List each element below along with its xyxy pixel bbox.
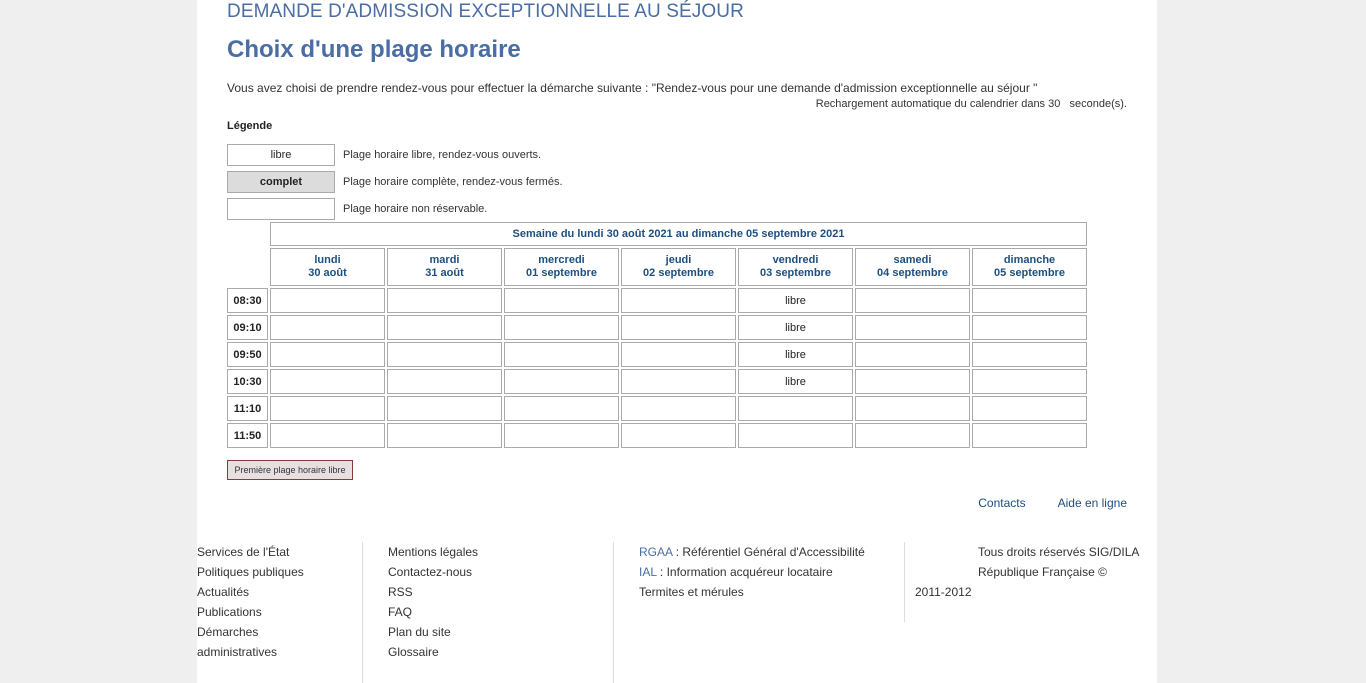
slot-cell bbox=[387, 369, 502, 394]
legend-text-non-reservable: Plage horaire non réservable. bbox=[343, 203, 488, 215]
reload-notice: Rechargement automatique du calendrier dans 30 seconde(s). bbox=[815, 98, 1127, 110]
day-date: 05 septembre bbox=[994, 267, 1065, 279]
slot-cell bbox=[972, 396, 1087, 421]
footer-link-politiques[interactable]: Politiques publiques bbox=[197, 565, 304, 579]
slot-cell bbox=[972, 342, 1087, 367]
rgaa-text: : Référentiel Général d'Accessibilité bbox=[672, 545, 865, 559]
footer-link-publications[interactable]: Publications bbox=[197, 605, 262, 619]
slot-cell bbox=[855, 369, 970, 394]
footer-link-demarches-2[interactable]: administratives bbox=[197, 645, 278, 659]
day-name: samedi bbox=[893, 254, 932, 266]
legend-box-libre: libre bbox=[227, 144, 335, 166]
day-date: 31 août bbox=[425, 267, 464, 279]
day-name: mardi bbox=[429, 254, 460, 266]
day-name: mercredi bbox=[538, 254, 585, 266]
page-surtitle: DEMANDE D'ADMISSION EXCEPTIONNELLE AU SÉJOUR bbox=[227, 1, 744, 22]
legend-text-libre: Plage horaire libre, rendez-vous ouverts. bbox=[343, 149, 542, 161]
slot-cell bbox=[270, 423, 385, 448]
help-links bbox=[946, 496, 1127, 510]
time-row bbox=[227, 369, 1087, 394]
day-date: 30 août bbox=[308, 267, 347, 279]
first-free-slot-button[interactable]: Première plage horaire libre bbox=[227, 460, 353, 480]
footer-link-plan[interactable]: Plan du site bbox=[388, 625, 451, 639]
legend-box-complet: complet bbox=[227, 171, 335, 193]
slot-cell bbox=[855, 423, 970, 448]
footer-col-2 bbox=[388, 542, 478, 662]
time-row bbox=[227, 342, 1087, 367]
day-date: 02 septembre bbox=[643, 267, 714, 279]
calendar-corner bbox=[227, 222, 268, 246]
legend-row-complet bbox=[227, 170, 563, 194]
slot-cell bbox=[270, 369, 385, 394]
day-header-vendredi bbox=[738, 248, 853, 286]
time-row bbox=[227, 315, 1087, 340]
ial-text: : Information acquéreur locataire bbox=[656, 565, 833, 579]
footer-separator-1 bbox=[362, 542, 363, 683]
day-date: 01 septembre bbox=[526, 267, 597, 279]
day-date: 03 septembre bbox=[760, 267, 831, 279]
time-row bbox=[227, 423, 1087, 448]
footer-link-faq[interactable]: FAQ bbox=[388, 605, 413, 619]
slot-cell bbox=[504, 396, 619, 421]
slot-cell bbox=[387, 423, 502, 448]
time-row bbox=[227, 288, 1087, 313]
rgaa-link[interactable]: RGAA bbox=[639, 545, 673, 559]
slot-cell bbox=[504, 315, 619, 340]
slot-cell bbox=[738, 423, 853, 448]
footer-ial bbox=[639, 562, 865, 582]
legend-title: Légende bbox=[227, 120, 273, 132]
footer-rgaa bbox=[639, 542, 865, 562]
slot-cell bbox=[621, 423, 736, 448]
week-header: Semaine du lundi 30 août 2021 au dimanche 05 septembre 2021 bbox=[270, 222, 1087, 246]
legend-row-libre bbox=[227, 143, 541, 167]
footer-link-glossaire[interactable]: Glossaire bbox=[388, 645, 439, 659]
calendar-table bbox=[225, 220, 1089, 450]
slot-cell bbox=[270, 342, 385, 367]
legend-text-complet: Plage horaire complète, rendez-vous fermés. bbox=[343, 176, 563, 188]
copyright-line-1: Tous droits réservés SIG/DILA bbox=[978, 545, 1140, 559]
legend-box-non-reservable bbox=[227, 198, 335, 220]
slot-cell bbox=[621, 288, 736, 313]
day-header-mercredi bbox=[504, 248, 619, 286]
slot-cell bbox=[855, 342, 970, 367]
slot-cell bbox=[270, 315, 385, 340]
footer-link-mentions[interactable]: Mentions légales bbox=[388, 545, 479, 559]
slot-cell bbox=[270, 396, 385, 421]
calendar-corner-2 bbox=[227, 248, 268, 286]
slot-cell bbox=[972, 369, 1087, 394]
slot-cell bbox=[855, 315, 970, 340]
page-title: Choix d'une plage horaire bbox=[227, 36, 521, 63]
footer-link-contact[interactable]: Contactez-nous bbox=[388, 565, 473, 579]
slot-cell bbox=[270, 288, 385, 313]
time-label: 09:50 bbox=[227, 342, 268, 367]
slot-cell bbox=[504, 288, 619, 313]
day-name: vendredi bbox=[772, 254, 819, 266]
slot-cell-libre[interactable]: libre bbox=[738, 288, 853, 313]
contacts-link[interactable]: Contacts bbox=[978, 496, 1026, 510]
copyright-line-2: République Française © bbox=[978, 565, 1107, 579]
slot-cell bbox=[387, 396, 502, 421]
day-date: 04 septembre bbox=[877, 267, 948, 279]
day-name: lundi bbox=[314, 254, 341, 266]
time-label: 10:30 bbox=[227, 369, 268, 394]
footer-col-3 bbox=[639, 542, 865, 602]
day-header-lundi bbox=[270, 248, 385, 286]
day-header-jeudi bbox=[621, 248, 736, 286]
day-header-mardi bbox=[387, 248, 502, 286]
footer-col-4 bbox=[915, 542, 1145, 602]
footer-link-services[interactable]: Services de l'État bbox=[197, 545, 290, 559]
footer-link-demarches[interactable]: Démarches bbox=[197, 625, 259, 639]
time-label: 11:50 bbox=[227, 423, 268, 448]
time-label: 08:30 bbox=[227, 288, 268, 313]
intro-text: Vous avez choisi de prendre rendez-vous pour effectuer la démarche suivante : "Rendez-vous pour une demande d'admission exceptionnelle au séjour " bbox=[227, 81, 1038, 95]
slot-cell bbox=[855, 396, 970, 421]
legend-row-non-reservable bbox=[227, 197, 487, 221]
slot-cell bbox=[387, 288, 502, 313]
slot-cell bbox=[738, 396, 853, 421]
footer-separator-2 bbox=[613, 542, 614, 683]
slot-cell bbox=[504, 369, 619, 394]
slot-cell-libre[interactable]: libre bbox=[738, 369, 853, 394]
slot-cell bbox=[972, 315, 1087, 340]
footer-link-termites[interactable]: Termites et mérules bbox=[639, 585, 744, 599]
slot-cell bbox=[387, 342, 502, 367]
help-link[interactable]: Aide en ligne bbox=[1057, 496, 1127, 510]
copyright-line-3: 2011-2012 bbox=[915, 585, 972, 599]
time-label: 11:10 bbox=[227, 396, 268, 421]
footer-col-1 bbox=[197, 542, 304, 662]
slot-cell bbox=[972, 288, 1087, 313]
ial-link[interactable]: IAL bbox=[639, 565, 657, 579]
footer-separator-3 bbox=[904, 542, 905, 622]
time-row bbox=[227, 396, 1087, 421]
slot-cell bbox=[855, 288, 970, 313]
day-name: jeudi bbox=[665, 254, 692, 266]
slot-cell bbox=[387, 315, 502, 340]
footer-link-actualites[interactable]: Actualités bbox=[197, 585, 250, 599]
slot-cell-libre[interactable]: libre bbox=[738, 342, 853, 367]
slot-cell bbox=[504, 342, 619, 367]
slot-cell bbox=[621, 315, 736, 340]
slot-cell-libre[interactable]: libre bbox=[738, 315, 853, 340]
slot-cell bbox=[621, 396, 736, 421]
time-label: 09:10 bbox=[227, 315, 268, 340]
day-header-samedi bbox=[855, 248, 970, 286]
day-name: dimanche bbox=[1003, 254, 1056, 266]
day-header-dimanche bbox=[972, 248, 1087, 286]
slot-cell bbox=[504, 423, 619, 448]
slot-cell bbox=[972, 423, 1087, 448]
slot-cell bbox=[621, 369, 736, 394]
slot-cell bbox=[621, 342, 736, 367]
footer-link-rss[interactable]: RSS bbox=[388, 585, 413, 599]
